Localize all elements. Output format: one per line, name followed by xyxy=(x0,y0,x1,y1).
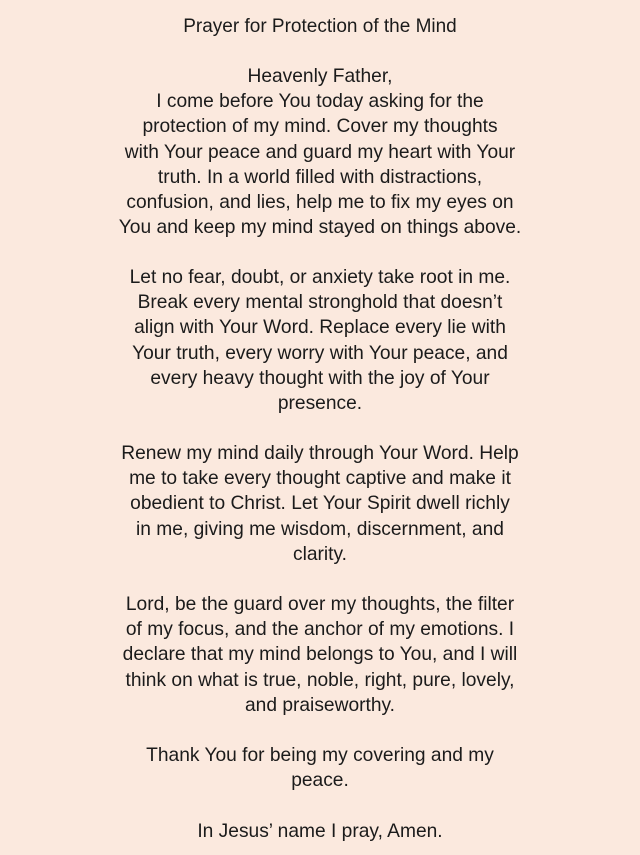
opening-stanza xyxy=(0,64,640,240)
renewal-stanza xyxy=(0,441,640,567)
prayer-line: with Your peace and guard my heart with Your xyxy=(124,141,516,163)
prayer-title: Prayer for Protection of the Mind xyxy=(183,16,457,37)
prayer-line: of my focus, and the anchor of my emotions. I xyxy=(125,619,515,641)
prayer-line: Let no fear, doubt, or anxiety take root in me. xyxy=(129,267,511,288)
prayer-line: peace. xyxy=(291,770,349,792)
prayer-line: I come before You today asking for the xyxy=(156,91,484,113)
protection-stanza xyxy=(0,265,640,416)
closing-stanza xyxy=(0,819,640,844)
prayer-line: In Jesus’ name I pray, Amen. xyxy=(197,821,443,842)
prayer-line: think on what is true, noble, right, pure, lovely, xyxy=(125,669,515,691)
prayer-line: align with Your Word. Replace every lie with xyxy=(134,317,506,339)
prayer-line: me to take every thought captive and make it xyxy=(129,468,511,490)
prayer-line: obedient to Christ. Let Your Spirit dwell richly xyxy=(130,493,510,515)
prayer-line: Break every mental stronghold that doesn’t xyxy=(137,292,503,314)
prayer-line: Heavenly Father, xyxy=(247,66,393,87)
prayer-line: You and keep my mind stayed on things above. xyxy=(118,217,522,239)
prayer-line: in me, giving me wisdom, discernment, and xyxy=(136,518,504,540)
prayer-line: and praiseworthy. xyxy=(244,694,396,716)
prayer-line: presence. xyxy=(277,393,363,415)
prayer-line: truth. In a world filled with distractions, xyxy=(157,166,483,188)
prayer-line: Thank You for being my covering and my xyxy=(146,745,494,766)
prayer-line: protection of my mind. Cover my thoughts xyxy=(142,116,498,138)
thanks-stanza xyxy=(0,743,640,793)
prayer-line: Renew my mind daily through Your Word. Help xyxy=(121,443,519,464)
guard-stanza xyxy=(0,592,640,718)
prayer-line: clarity. xyxy=(292,543,347,565)
prayer-line: declare that my mind belongs to You, and I will xyxy=(122,644,518,666)
prayer-line: Your truth, every worry with Your peace, and xyxy=(132,342,508,364)
prayer-line: every heavy thought with the joy of Your xyxy=(150,367,490,389)
prayer-line: Lord, be the guard over my thoughts, the filter xyxy=(125,594,515,615)
prayer-line: confusion, and lies, help me to fix my eyes on xyxy=(126,192,514,214)
